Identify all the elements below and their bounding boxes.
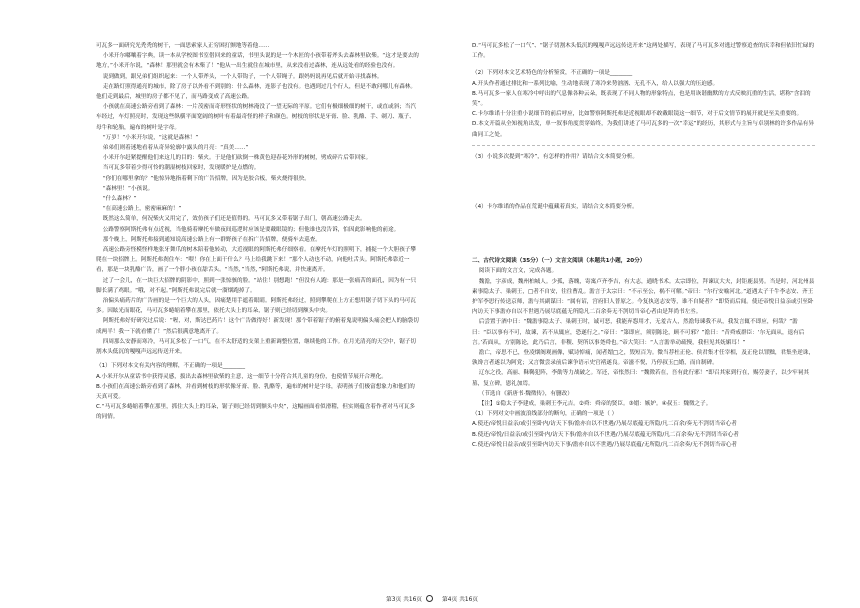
passage-paragraph: “什么森林？” — [102, 196, 137, 203]
classical-paragraph: 澹亡，帝思不已，登凌烟阁观画像，赋诗悼痛，闻者媢□之，毁短百为。微当荐杜正伦、侯君集才任宰相，及正伦以罪黜，君集坐逆诛，孰谗言者遂以为阿党；又言微尝录前后谏争语示史官褚遂良。帝滋不悦，乃停叔玉□婚，而自制碑。 — [472, 350, 815, 367]
passage-paragraph: “在高速公路上，密密麻麻的！” — [102, 206, 182, 213]
question-1-stem: （1）下列对文中画波浪线部分的断句，正确的一项是（ ） — [472, 411, 618, 418]
page-number-right: 第4页 共16页 — [442, 597, 479, 603]
passage-paragraph: 四周那么安静而寒冷，马可瓦多松了一口气，在不太舒适的支架上重新调整位置，继续他的工作。在月光清亮的天空中，锯子切割木头低沉的嘎嘎声远远传送开来。 — [96, 338, 416, 356]
answer-option: A.小米开尔从童话书中获得灵感，拔出去森林里砍柴的主意，这一细节十分符合其儿童的身份，也使情节展开合理化。 — [96, 373, 387, 380]
passage-paragraph: （1）下列对本文有关内容的理解，不正确的一项是________ — [96, 363, 245, 370]
classical-paragraph: 魏澹，字彦成，魏州柏城人。少孤，落魄，寄寓卢齐李吉，有大志，通晓书术。太宗即位，拜谏议大夫，封钜鹿县男。当是时，河北州县素事隐太子、巢刺王，□者不自安，往往曹乱。澹言于太宗曰：“不示至公，祸不可解。”帝曰：“尔行安喻河北。”道遇太子千牛李志安、齐王护军李思行传送京师，澹与其副谋曰：“属有诏，宫府旧人普原之。今复执送志安等，谁不自疑者？”即贷而后闻。使还帝悦日益亲或引至卧内访天下事澹亦自以不世遇乃展尽底蕴无所隐凡二百余奏无不剀切当帝心者由是拜尚书左丞。 — [472, 278, 815, 316]
annotation-notes: 【注】①隐太子李建成，巢刺王李元吉。②舜：舜帝的贤臣。③媢：嫉妒。④叔玉：魏徵之子。 — [478, 401, 712, 408]
answer-option: C.使还/帝悦日益亲/或引至卧内访天下事/澹亦自以不世遇/乃展尽底蕴/无所隐/凡二百余奏/无不剀切当帝心者 — [472, 441, 738, 448]
answer-option: D.本文开篇从全知视角出发，单一叙事角度贯穿始终，为我们讲述了马可瓦多的一次“幸运”的经历，其形式与主旨与卓别林的许多作品有异曲同工之处。 — [472, 121, 814, 138]
passage-paragraph: 说到做到，跟兄弟们组织起来：一个人带斧头，一个人带钩子，一个人带绳子。跟妈妈说再见后就开始寻找森林。 — [102, 73, 383, 80]
passage-paragraph: 公路警察阿斯托弗有点近视，当他骑着摩托车做夜间巡逻时应该是要戴眼镜的；但他谁也没告诉，怕因此影响他的前途。 — [102, 226, 400, 233]
passage-paragraph: 既然这么简单，何况柴火又用完了，效仿孩子们还是值得的。马可瓦多又带着锯子出门，朝高速公路走去。 — [102, 216, 366, 223]
answer-option: B.使还/帝悦/日益亲/或引至卧内/访天下事/澹亦自以不世遇/乃展尽底蕴无所隐/凡二百余奏/无不剀切当帝心者 — [472, 431, 739, 438]
passage-paragraph: 治偏头痛药片的广告画的是一个巨大的人头，因痛楚用手遮着眼睛。阿斯托弗经过，照到攀爬在上方正想用锯子切下头的马可瓦多。因眩光而眼花，马可瓦多蜷缩着攀在那里，依托大头上的耳朵，锯子则已经切到额头中央。 — [96, 298, 416, 315]
classical-intro: 阅读下面的文言文，完成各题。 — [478, 268, 558, 275]
question-2-stem: （2）下列对本文艺术特色的分析鉴赏，不正确的一项是________ — [472, 70, 633, 77]
source-note: （节选自《新唐书·魏徵传》，有删改） — [478, 390, 573, 397]
passage-paragraph: 小米开尔赶紧提醒他们来这儿的目的：柴火。于是他们砍倒一株黄色迎春花外形的树树，劈成碎片后带回家。 — [102, 155, 372, 162]
page-footer — [0, 594, 860, 604]
divider — [472, 145, 815, 146]
answer-option: B.马可瓦多一家人在寒冷中呼出的气息像各种云朵，既表现了不同人物的形象特点，也是用诙谐幽默的方式反映沉重的生活，堪称“含泪的笑”。 — [472, 90, 811, 108]
answer-area-q3[interactable] — [472, 168, 815, 202]
reading-passage-left — [96, 41, 420, 423]
passage-paragraph: “森林里！”小孩说。 — [102, 185, 154, 192]
reading-passage-right — [472, 41, 815, 450]
question-3-stem: （3）小说多次提到“寒冷”，有怎样的作用？请结合文本简要分析。 — [472, 153, 638, 160]
answer-option: A.使还/帝悦日益亲/或引至卧内/访天下事/澹亦自以不世遇/乃展尽底蕴无所隐/凡二百余/奏无不剀切当帝心者 — [472, 421, 737, 428]
answer-option: C.“马可瓦多蜷缩着攀在那里，抓住大头上的耳朵，锯子则已经切到额头中央”，这幅画面看似滑稽，但实则蕴含着作者对马可瓦多的同情。 — [96, 404, 416, 421]
right-page — [430, 0, 860, 608]
binding-hole-icon — [426, 595, 433, 602]
passage-paragraph: 可瓦多一面研究光秃秃的树干，一面思索家人正穷困打颤地等着他…… — [96, 43, 270, 49]
passage-paragraph: “你们在哪里拿的？”他惊异地指着剩下的广告招牌，因为是胶合板，柴火烧得很快。 — [102, 175, 310, 182]
passage-paragraph: 走在路灯照得通亮的城市，除了房子以外看不到别的：什么森林，连影子也没有。也遇到过几个行人，但是不敢问哪儿有森林。他们走到最后，城里的房子都不见了，而马路变成了高速公路。 — [96, 83, 416, 101]
passage-paragraph: “万岁！”小米开尔说，“这就是森林！” — [102, 134, 199, 141]
passage-paragraph: 小孩就在高速公路旁看到了森林：一片茂密而奇形怪状的树林淹没了一望无际的平原。它们有极细极细的树干，或直或斜；当汽车经过，车灯照亮时，发现这些纵横平面宽阔的树叶有着最奇怪的样子和颜色。树枝的形状是牙膏、脸、乳酪、手、剃刀、瓶子、母牛和轮胎，遍布的树叶是字母。 — [96, 104, 416, 131]
answer-area-q4[interactable] — [472, 218, 815, 254]
passage-paragraph: 过了一会儿，在一块巨大招牌的阴影中，照到一张惊骇的脸。“站住！别想跑！”但没有人跑：那是一张痛苦的面孔，因为有一只脚长满了鸡眼。“哦，对不起。”阿斯托弗说完后就一溜烟跑掉了。 — [96, 277, 417, 294]
answer-option: A.开头作者通过排比和一系列比喻，生动地表现了寒冷来势汹汹、无孔不入，给人以强大的压迫感。 — [472, 80, 719, 87]
passage-paragraph: 当可瓦多带着少得可怜的潮湿树枝回家时，发现暖炉是点燃的。 — [102, 165, 260, 172]
classical-paragraph: 后尝置于酒中曰：“魏澹事隐太子、巢刺王时，诚可恶，我能弃怨用才，无羞古人，然澹每谏我不从，我发言辄不即应，何哉？”澹曰：“臣以事有不可，故谏，若不从辄应，恐遂行之。”帝曰：“第即应，须别陈论，顾不可邪？”澹曰：“昔舜戒群臣：‘尔无面从，退有后言。’若面从，方别陈论，此乃后言，非稷、契所以事尧舜也。”帝大笑曰：“人言澹举动疏慢，我但见其妩媚耳！” — [472, 319, 805, 346]
passage-paragraph: 那个晚上，阿斯托弗接到通知说高速公路上有一群野孩子在拆广告招牌，便骑车去巡查。 — [102, 236, 321, 243]
answer-option: B.小孩们在高速公路旁看到了森林，并看到树枝的形状像牙膏、脸、乳酪等，遍布的树叶是字母，表明孩子们极富想象力和他们的天真可爱。 — [96, 383, 415, 400]
classical-paragraph: 辽东之役，高丽、靺鞨犯阵，李勣等力战破之。军还，帝怅然曰：“魏徵若在，吾有此行邪！”即召其家到行在，赐劳妻子，以少牢祠其墓，复立碑，恩礼加焉。 — [472, 370, 809, 387]
passage-paragraph: 弟弟们则着迷地看着从奇异轮廓中露头的月亮：“真美……” — [102, 145, 249, 152]
answer-option: D.“马可瓦多松了一口气”、“锯子切割木头低沉的嘎嘎声远远传送开来”这两处描写，表现了马可瓦多对逃过警察追查的庆幸和但依旧忙碌的工作。 — [472, 43, 815, 60]
passage-paragraph: 阿斯托弗好好研究过后说：“喔，对，斯达巴药片！这个广告做得好！新发现！那个带着锯子的俯着鬼说明偏头痛会把人的脑袋切成两半！我一下就看懂了！”然后很满意地离开了。 — [96, 318, 419, 335]
page-number-left: 第3页 共16页 — [386, 597, 423, 603]
passage-paragraph: 高速公路旁怪模怪样地张牙舞爪的树木陪着他转动，大近视眼的阿斯托弗仔细察看。在摩托车灯的照明下，捕捉一个大胆孩子攀爬在一块招牌上。阿斯托弗刹住车：“喂！你在上面干什么？马上给我跳下来！”那个人动也不动，向他吐舌头。阿斯托弗靠近一看，那是一块乳酪广告，画了一个胖小孩在舔舌头。“当然，”当然，”阿斯托弗说，并快速离开。 — [96, 247, 416, 274]
question-4-stem: （4）卡尔维诺的作品在荒诞中蕴藏着真实，请结合文本简要分析。 — [472, 204, 638, 211]
answer-option: C.卡尔维诺十分注重小说细节的前后呼应，比如警察阿斯托弗是近视眼却不敢戴眼镜这一细节，对于后文情节的展开就是至关重要的。 — [472, 111, 803, 118]
section-title: 二、古代诗文阅读（35分）（一）文言文阅读（本题共1小题，20分） — [472, 258, 646, 265]
passage-paragraph: 小米开尔嘟嚷着字典，读一本从学校图书室借回来的童话，书里头说的是一个木匠的小孩带着斧头去森林里砍柴。“这才是要去的地方，”小米开尔说，“森林！那里就会有木柴了！”他从一出生就住在城市里，从来没看过森林，连从远处看的经验也没有。 — [96, 53, 419, 70]
